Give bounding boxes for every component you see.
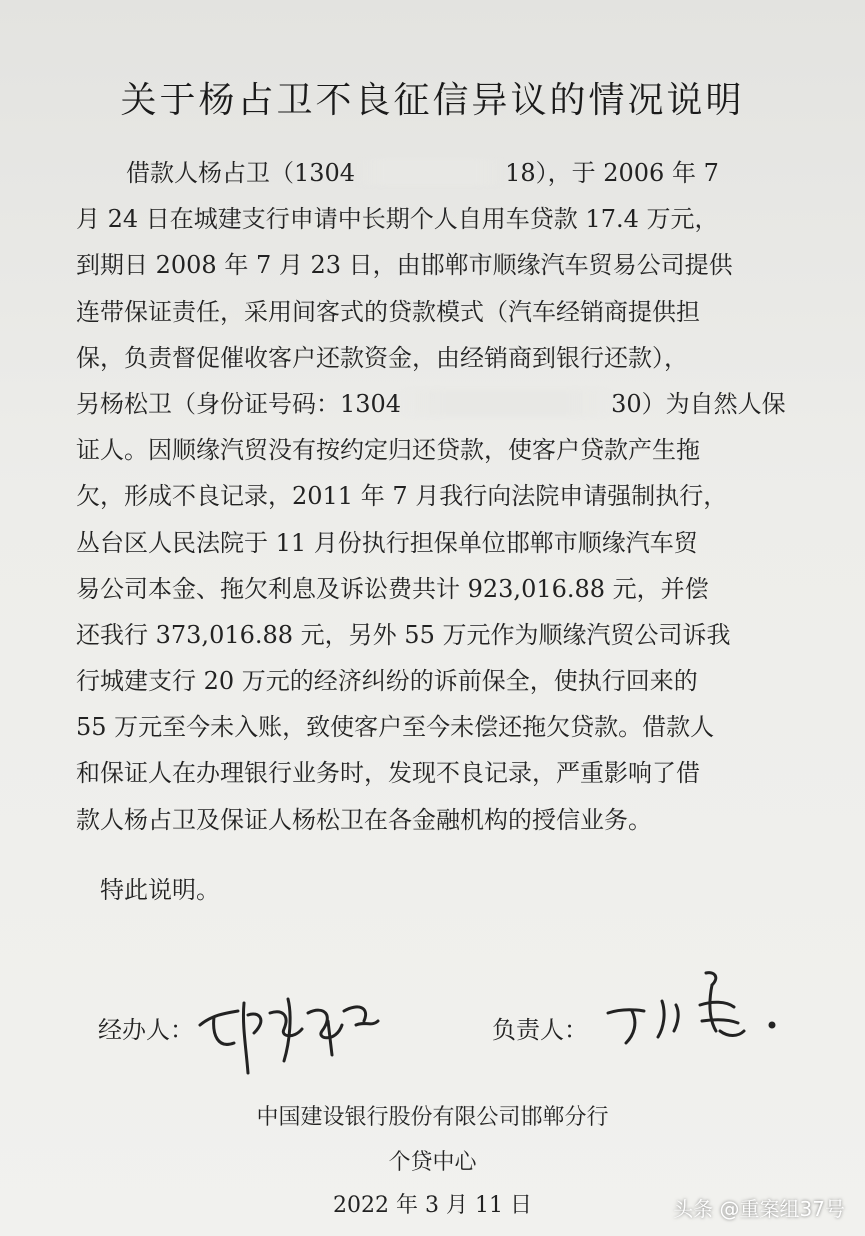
body-line: 丛台区人民法院于 11 月份执行担保单位邯郸市顺缘汽车贸	[76, 528, 698, 557]
body-line: 到期日 2008 年 7 月 23 日，由邯郸市顺缘汽车贸易公司提供	[76, 251, 733, 280]
watermark: 头条 @重案组37号	[673, 1197, 845, 1221]
document-body	[76, 150, 788, 843]
body-line-text: 18），于 2006 年 7	[505, 159, 719, 187]
department-name: 个贷中心	[388, 1150, 477, 1175]
body-line: 款人杨占卫及保证人杨松卫在各金融机构的授信业务。	[76, 805, 652, 834]
body-line: 连带保证责任，采用间客式的贷款模式（汽车经销商提供担	[76, 297, 700, 326]
body-line-text: 30）为自然人保	[611, 389, 786, 418]
body-line: 和保证人在办理银行业务时，发现不良记录，严重影响了借	[76, 759, 700, 788]
responsible-signature	[604, 965, 794, 1055]
responsible-label: 负责人：	[492, 1016, 588, 1044]
body-line: 行城建支行 20 万元的经济纠纷的诉前保全，使执行回来的	[76, 667, 698, 696]
body-line-text: 借款人杨占卫（1304	[126, 159, 356, 187]
body-line: 还我行 373,016.88 元，另外 55 万元作为顺缘汽贸公司诉我	[76, 620, 731, 649]
body-line: 证人。因顺缘汽贸没有按约定归还贷款，使客户贷款产生拖	[76, 436, 700, 465]
body-line: 月 24 日在城建支行申请中长期个人自用车贷款 17.4 万元，	[76, 205, 719, 234]
redacted-id-blur	[401, 390, 611, 416]
handler-signature	[192, 985, 392, 1080]
redacted-id-blur	[355, 159, 505, 185]
handler-label: 经办人：	[98, 1016, 194, 1044]
closing-statement: 特此说明。	[100, 876, 220, 904]
body-line: 55 万元至今未入账，致使客户至今未偿还拖欠贷款。借款人	[76, 713, 715, 742]
organization-name: 中国建设银行股份有限公司邯郸分行	[256, 1105, 609, 1130]
body-line-text: 另杨松卫（身份证号码：1304	[76, 389, 402, 418]
document-date: 2022 年 3 月 11 日	[333, 1193, 532, 1218]
body-line	[76, 150, 788, 196]
body-line: 欠，形成不良记录，2011 年 7 月我行向法院申请强制执行，	[76, 482, 728, 511]
document-title: 关于杨占卫不良征信异议的情况说明	[120, 80, 745, 121]
body-line: 易公司本金、拖欠利息及诉讼费共计 923,016.88 元，并偿	[76, 574, 709, 603]
body-line: 保，负责督促催收客户还款资金，由经销商到银行还款），	[76, 343, 688, 372]
body-line	[76, 381, 788, 427]
